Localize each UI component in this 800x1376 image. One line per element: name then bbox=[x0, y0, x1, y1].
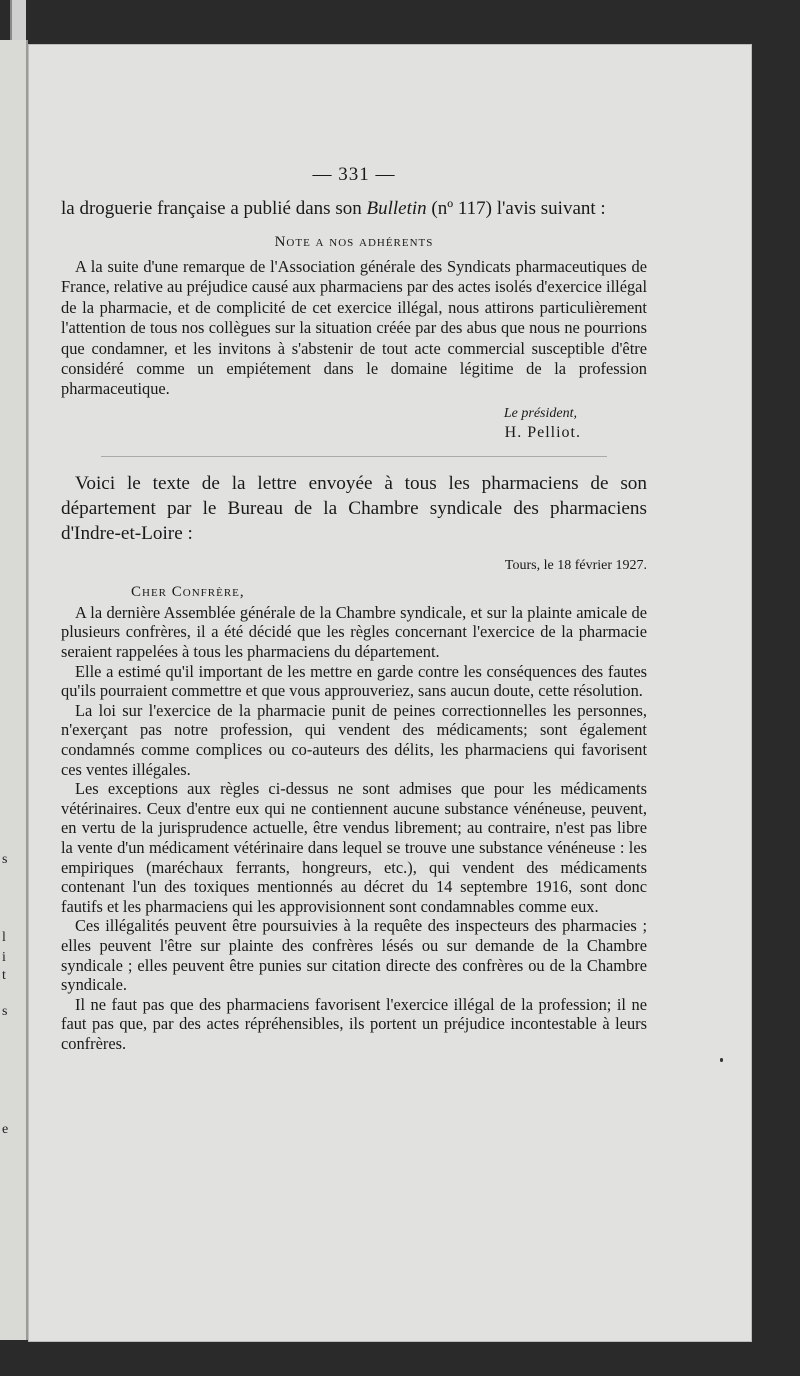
letter-salutation: Cher Confrère, bbox=[131, 583, 245, 600]
letter-paragraph: Il ne faut pas que des pharmaciens favorisent l'exercice illégal de la profession; il ne faut pas que, par des actes répréhensibles, ils portent un préjudice incontestable à leurs confrères. bbox=[61, 994, 647, 1053]
margin-fragment: t bbox=[2, 968, 6, 983]
signature-name: H. Pelliot. bbox=[504, 423, 581, 441]
margin-fragment: s bbox=[2, 852, 8, 867]
letter-intro: Voici le texte de la lettre envoyée à tous les pharmaciens de son département par le Bureau de la Chambre syndicale des pharmaciens d'Indre-et-Loire : bbox=[61, 472, 647, 544]
bulletin-title: Bulletin bbox=[366, 198, 427, 219]
letter-paragraph: Ces illégalités peuvent être poursuivies à la requête des inspecteurs des pharmacies ; elles peuvent l'être sur plainte des confrères lésés ou sur demande de la Chambre syndicale ; elles peuvent être punies sur citation directe des confrères ou de la Chambre syndicale. bbox=[61, 916, 647, 995]
ink-speck bbox=[720, 1058, 723, 1062]
margin-fragment: l bbox=[2, 930, 6, 945]
margin-fragment: i bbox=[2, 950, 6, 965]
note-body: A la suite d'une remarque de l'Association générale des Syndicats pharmaceutiques de France, relative au préjudice causé aux pharmaciens par des actes isolés d'exercice illégal de la pharmacie, et de complicité de cet exercice illégal, nous attirons particulièrement l'attention de tous nos collègues sur la situation créée par des abus que nous ne pourrions que condamner, et les invitons à s'abstenir de tout acte commercial susceptible d'être considéré comme un empiétement dans le domaine légitime de la profession pharmaceutique. bbox=[61, 257, 647, 399]
document-page bbox=[28, 44, 752, 1342]
intro-text-before: la droguerie française a publié dans son bbox=[61, 198, 367, 219]
intro-paragraph bbox=[61, 196, 647, 222]
note-title: Note a nos adhérents bbox=[274, 234, 434, 250]
letter-paragraph: Elle a estimé qu'il important de les mettre en garde contre les conséquences des fautes qu'ils pourraient commettre et que vous approuveriez, sans aucun doute, cette résolution. bbox=[61, 661, 647, 701]
margin-fragment: e bbox=[2, 1122, 9, 1137]
adjacent-page-edge bbox=[0, 40, 28, 1340]
margin-fragment: s bbox=[2, 1004, 8, 1019]
page-content bbox=[61, 164, 647, 1054]
letter-paragraph: A la dernière Assemblée générale de la Chambre syndicale, et sur la plainte amicale de plusieurs confrères, il a été décidé que les règles concernant l'exercice de la pharmacie seraient rappelées à tous les pharmaciens du département. bbox=[61, 602, 647, 662]
page-number: — 331 — bbox=[312, 164, 396, 185]
section-divider bbox=[101, 456, 607, 457]
letter-paragraph: Les exceptions aux règles ci-dessus ne sont admises que pour les médicaments vétérinaires. Ceux d'entre eux qui ne contiennent aucune substance vénéneuse, peuvent, en vertu de la jurisprudence actuelle, être vendus librement; au contraire, n'est pas libre la vente d'un médicament vétérinaire dans lequel se trouve une substance vénéneuse : les empiriques (maréchaux ferrants, hongreurs, etc.), qui vendent des médicaments contenant l'un des toxiques mentionnés au décret du 14 septembre 1916, sont donc fautifs et les pharmaciens qui les approvisionnent sont condamnables comme eux. bbox=[61, 779, 647, 916]
letter-dateline: Tours, le 18 février 1927. bbox=[504, 557, 647, 573]
letter-paragraph: La loi sur l'exercice de la pharmacie punit de peines correctionnelles les personnes, n'exerçant pas notre profession, qui vendent des médicaments; sont également condamnés comme complices ou co-auteurs des délits, les pharmaciens qui favorisent ces ventes illégales. bbox=[61, 700, 647, 779]
book-binding bbox=[10, 0, 26, 40]
intro-text-after: (nº 117) l'avis suivant : bbox=[426, 198, 606, 219]
signature-role: Le président, bbox=[503, 405, 577, 421]
